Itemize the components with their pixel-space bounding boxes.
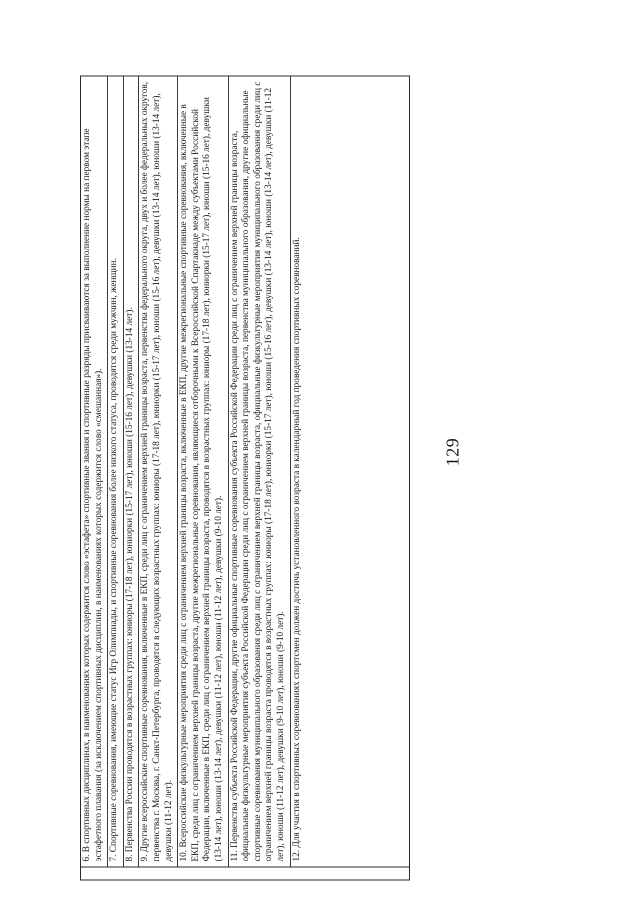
table-notes-column (81, 77, 409, 867)
page-number: 129 (442, 437, 463, 467)
rules-table (80, 76, 410, 881)
note-10: 10. Всероссийские физкультурные мероприятия среди лиц с ограничением верхней границы возраста, включенные в ЕКП, другие межрегиональные спортивные соревнования, включенные в ЕКП, среди лиц с ограничением верхней границы возраста, другие межрегиональные соревнования, являющиеся отборочными к Всероссийской Спартакиаде между субъектами Российской Федерации, включенные в ЕКП, среди лиц с ограничением верхней границы возраста, проводятся в возрастных группах: юниоры (17-18 лет), юниорки (15-17 лет), юноши (15-16 лет), девушки (13-14 лет), юноши (13-14 лет), девушки (11-12 лет), юноши (11-12 лет), девушки (9-10 лет). (178, 77, 228, 867)
note-8: 8. Первенства России проводятся в возрастных группах: юниоры (17-18 лет), юниорки (15-17 лет), юноши (15-16 лет), девушки (13-14 лет). (124, 77, 140, 867)
note-9: 9. Другие всероссийские спортивные соревнования, включенные в ЕКП, среди лиц с ограничением верхней границы возраста, первенства федерального округа, двух и более федеральных округов, первенства г. Москвы, г. Санкт-Петербурга, проводятся в следующих возрастных группах: юниоры (17-18 лет), юниорки (15-17 лет), юноши (15-16 лет), девушки (13-14 лет), юноши (13-14 лет), девушки (11-12 лет). (139, 77, 178, 867)
note-6: 6. В спортивных дисциплинах, в наименованиях которых содержится слово «эстафета» спортивные звания и спортивные разряды присваиваются за выполнение нормы на первом этапе эстафетного плавания (за исключением спортивных дисциплин, в наименованиях которых содержится слово «смешанная»). (81, 77, 108, 867)
table-left-column (81, 867, 409, 880)
note-7: 7. Спортивные соревнования, имеющие статус Игр Олимпиады, и спортивные соревнования более низкого статуса, проводятся среди мужчин, женщин. (108, 77, 124, 867)
note-12: 12. Для участия в спортивных соревнованиях спортсмен должен достичь установленного возраста в календарный год проведения спортивных соревнований. (291, 237, 302, 862)
note-11: 11. Первенства субъекта Российской Федерации, другие официальные спортивные соревнования субъекта Российской Федерации среди лиц с ограничением верхней границы возраста, официальные физкультурные мероприятия субъекта Российской Федерации среди лиц с ограничением верхней границы возраста, первенства муниципального образования, другие официальные спортивные соревнования муниципального образования среди лиц с ограничением верхней границы возраста, официальные физкультурные мероприятия муниципального образования среди лиц с ограничением верхней границы возраста проводятся в возрастных группах: юниоры (17-18 лет), юниорки (15-17 лет), юноши (15-16 лет), девушки (13-14 лет), юноши (13-14 лет), девушки (11-12 лет), юноши (11-12 лет), девушки (9-10 лет), юноши (9-10 лет). (229, 77, 291, 867)
